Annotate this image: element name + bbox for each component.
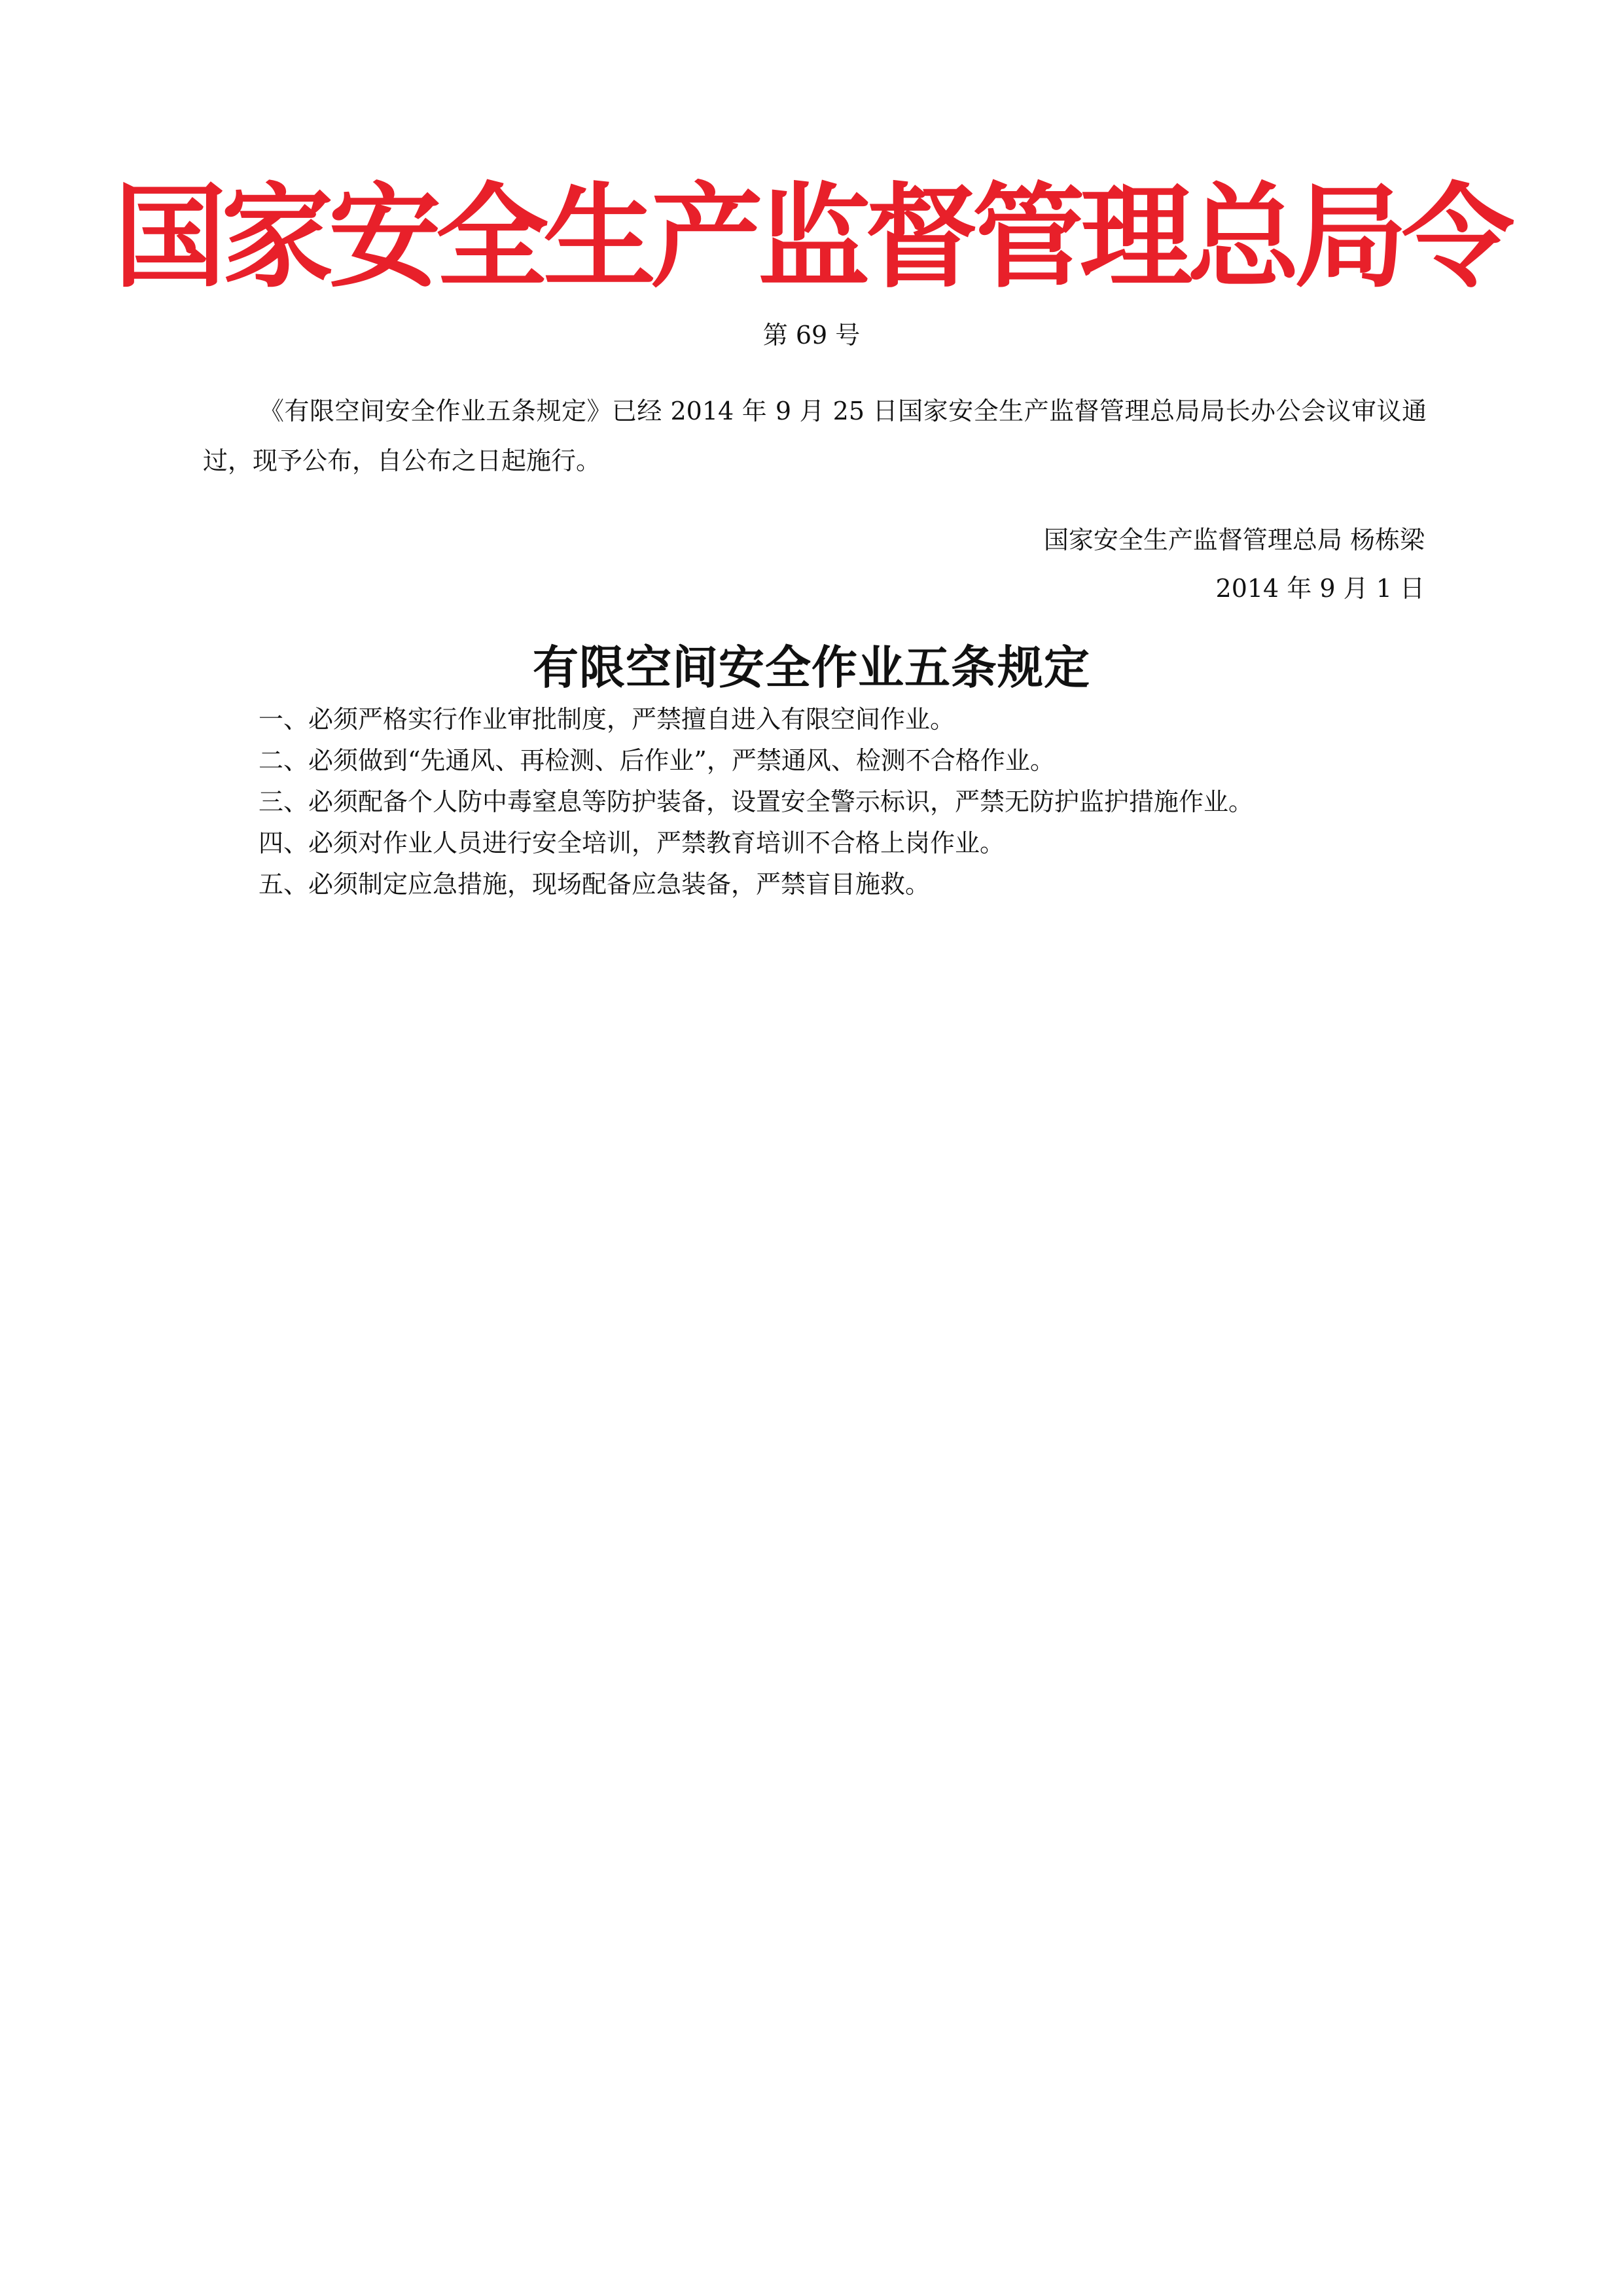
decree-header-title: 国家安全生产监督管理总局令	[114, 170, 1509, 303]
rule-item: 一、必须严格实行作业审批制度，严禁擅自进入有限空间作业。	[259, 705, 955, 734]
regulation-heading: 有限空间安全作业五条规定	[533, 641, 1090, 694]
rule-item: 三、必须配备个人防中毒窒息等防护装备，设置安全警示标识，严禁无防护监护措施作业。	[259, 787, 1254, 816]
signature-block	[1044, 516, 1425, 613]
rule-item: 四、必须对作业人员进行安全培训，严禁教育培训不合格上岗作业。	[259, 829, 1005, 857]
rule-item: 五、必须制定应急措施，现场配备应急装备，严禁盲目施救。	[259, 870, 931, 899]
rule-item: 二、必须做到“先通风、再检测、后作业”，严禁通风、检测不合格作业。	[259, 746, 1055, 775]
signature-date: 2014 年 9 月 1 日	[1215, 574, 1425, 603]
regulation-rules-list	[259, 699, 1436, 905]
decree-number: 第 69 号	[762, 321, 861, 350]
decree-preamble: 《有限空间安全作业五条规定》已经 2014 年 9 月 25 日国家安全生产监督管理总局局长办公会议审议通过，现予公布，自公布之日起施行。	[203, 397, 1427, 475]
signature-issuer: 国家安全生产监督管理总局 杨栋梁	[1043, 526, 1425, 554]
